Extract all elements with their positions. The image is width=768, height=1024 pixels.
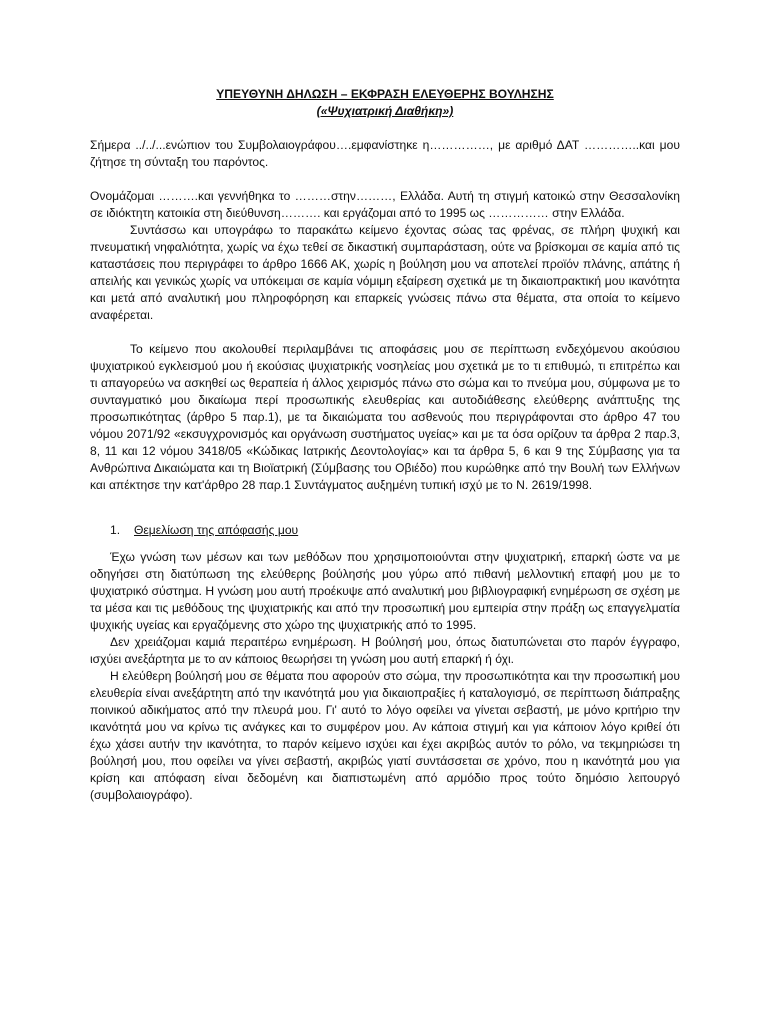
- section-1-paragraph-1: Έχω γνώση των μέσων και των μεθόδων που χρησιμοποιούνται στην ψυχιατρική, επαρκή ώστε να με οδηγήσει στη διατύπωση της ελεύθερης βούλησής μου γύρω από πιθανή μελλοντική επαφή μου με το ψυχιατρικό σύστημα. Η γνώση μου αυτή προέκυψε από αναλυτική μου βιβλιογραφική ενημέρωση σε σχέση με τα μέσα και τις μεθόδους της ψυχιατρικής και από την προσωπική μου εμπειρία στην πράξη ως επαγγελματία ψυχικής υγείας και εργαζόμενης στο χώρο της ψυχιατρικής από το 1995.: [90, 550, 680, 632]
- paragraph-gap: [90, 324, 680, 341]
- paragraph-gap: [90, 171, 680, 188]
- section-1-number: 1.: [110, 523, 121, 537]
- section-1-paragraph-3: Η ελεύθερη βούλησή μου σε θέματα που αφορούν στο σώμα, την προσωπικότητα και την προσωπική μου ελευθερία είναι ανεξάρτητη από την ικανότητά μου για δικαιοπραξίες ή καταλογισμό, σε περίπτωση διάπραξης ποινικού αδικήματος από την πλευρά μου. Γι' αυτό το λόγο οφείλει να γίνεται σεβαστή, με μόνο κριτήριο την ικανότητά μου να κρίνω τις ανάγκες και το συμφέρον μου. Αν κάποια στιγμή και για κάποιον λόγο κριθεί ότι έχω χάσει αυτήν την ικανότητα, το παρόν κείμενο ισχύει και έχει ακριβώς αυτόν το ρόλο, να τεκμηριώσει τη βούλησή μου, που οφείλει να γίνει σεβαστή, ακριβώς γιατί συντάσσεται σε χρόνο, που η ικανότητά μου για κρίση και απόφαση είναι δεδομένη και διαπιστωμένη από αρμόδιο προς τούτο δημόσιο λειτουργό (συμβολαιογράφο).: [90, 669, 680, 802]
- document-body: [90, 86, 680, 804]
- document-subtitle: («Ψυχιατρική Διαθήκη»): [316, 104, 454, 118]
- intro-paragraph-2: Ονομάζομαι ……….και γεννήθηκα το ………στην………, Ελλάδα. Αυτή τη στιγμή κατοικώ στην Θεσσαλονίκη σε ιδιόκτητη κατοικία στη διεύθυνση………. και εργάζομαι από το 1995 ως …………… στην Ελλάδα.: [90, 189, 680, 220]
- section-gap: [90, 494, 680, 522]
- section-1-paragraph-2: Δεν χρειάζομαι καμιά περαιτέρω ενημέρωση. Η βούλησή μου, όπως διατυπώνεται στο παρόν έγγραφο, ισχύει ανεξάρτητα με το αν κάποιος θεωρήσει τη γνώση μου αυτή επαρκή ή όχι.: [90, 635, 680, 666]
- intro-paragraph-3: Συντάσσω και υπογράφω το παρακάτω κείμενο έχοντας σώας τας φρένας, σε πλήρη ψυχική και πνευματική νηφαλιότητα, χωρίς να έχω τεθεί σε δικαστική συμπαράσταση, ούτε να βρίσκομαι σε καμία από τις καταστάσεις που περιγράφει το άρθρο 1666 ΑΚ, χωρίς η βούληση μου να αποτελεί προϊόν πλάνης, απάτης ή απειλής και γενικώς χωρίς να υπόκειμαι σε καμία νόμιμη εξαίρεση σχετικά με τη δικαιοπρακτική μου ικανότητα και μετά από αναλυτική μου πληροφόρηση και επαρκείς γνώσεις πάνω στα θέματα, στα οποία το κείμενο αναφέρεται.: [90, 223, 680, 322]
- intro-paragraph-1: Σήμερα ../../...ενώπιον του Συμβολαιογράφου….εμφανίστηκε η……………, με αριθμό ΔΑΤ …………..και μου ζήτησε τη σύνταξη του παρόντος.: [90, 138, 680, 169]
- intro-paragraph-4: Το κείμενο που ακολουθεί περιλαμβάνει τις αποφάσεις μου σε περίπτωση ενδεχόμενου ακούσιου ψυχιατρικού εγκλεισμού μου ή εκούσιας ψυχιατρικής νοσηλείας μου σχετικά με το τι επιθυμώ, τι επιτρέπω και τι απαγορεύω να ασκηθεί ως θεραπεία ή άλλος χειρισμός πάνω στο σώμα και το πνεύμα μου, σύμφωνα με το συνταγματικό μου δικαίωμα περί προσωπικής ελευθερίας και αυτοδιάθεσης ελεύθερης ανάπτυξης της προσωπικότητας (άρθρο 5 παρ.1), με τα δικαιώματα του ασθενούς που περιγράφονται στο άρθρο 47 του νόμου 2071/92 «εκσυγχρονισμός και οργάνωση συστήματος υγείας» και με τα όσα ορίζουν τα άρθρα 2 παρ.3, 8, 11 και 12 νόμου 3418/05 «Κώδικας Ιατρικής Δεοντολογίας» και τα άρθρα 5, 6 και 9 της Σύμβασης για τα Ανθρώπινα Δικαιώματα και τη Βιοϊατρική (Σύμβασης του Οβιέδο) που κυρώθηκε από την Βουλή των Ελλήνων και απέκτησε την κατ'άρθρο 28 παρ.1 Συντάγματος αυξημένη τυπική ισχύ με το Ν. 2619/1998.: [90, 342, 680, 492]
- section-1-heading: [90, 522, 680, 539]
- section-1-title: Θεμελίωση της απόφασής μου: [134, 523, 299, 537]
- document-title: ΥΠΕΥΘΥΝΗ ΔΗΛΩΣΗ – ΕΚΦΡΑΣΗ ΕΛΕΥΘΕΡΗΣ ΒΟΥΛΗΣΗΣ: [216, 87, 554, 101]
